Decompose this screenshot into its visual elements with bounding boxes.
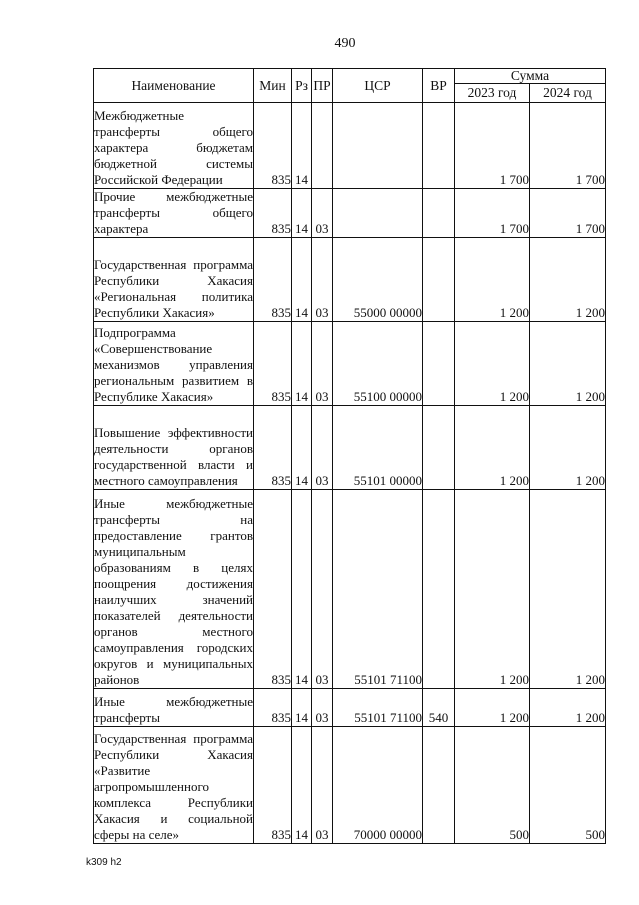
row-pr	[312, 103, 333, 189]
table-row	[94, 103, 606, 189]
row-name: Подпрограмма «Совершенствование механизмов управления региональным развитием в Республике Хакасия»	[94, 322, 254, 406]
row-csr: 55101 71100	[333, 490, 423, 689]
row-sum-2023: 1 700	[455, 103, 530, 189]
row-min: 835	[254, 189, 292, 238]
row-sum-2023: 1 200	[455, 689, 530, 727]
row-min: 835	[254, 406, 292, 490]
header-name: Наименование	[94, 69, 254, 103]
row-sum-2024: 1 200	[530, 406, 606, 490]
row-rz: 14	[292, 238, 312, 322]
row-rz: 14	[292, 189, 312, 238]
row-sum-2023: 1 200	[455, 490, 530, 689]
row-pr: 03	[312, 689, 333, 727]
table-row	[94, 189, 606, 238]
row-pr: 03	[312, 189, 333, 238]
footer-code: k309 h2	[86, 857, 122, 868]
row-vr	[423, 490, 455, 689]
row-min: 835	[254, 103, 292, 189]
table-row	[94, 727, 606, 844]
row-rz: 14	[292, 322, 312, 406]
row-rz: 14	[292, 490, 312, 689]
row-rz: 14	[292, 689, 312, 727]
row-pr: 03	[312, 406, 333, 490]
page-number: 490	[334, 36, 356, 51]
row-pr: 03	[312, 490, 333, 689]
row-sum-2024: 1 200	[530, 322, 606, 406]
row-name: Межбюджетные трансферты общего характера бюджетам бюджетной системы Российской Федерации	[94, 103, 254, 189]
budget-table	[93, 68, 606, 844]
row-pr: 03	[312, 322, 333, 406]
row-name: Прочие межбюджетные трансферты общего характера	[94, 189, 253, 236]
row-rz: 14	[292, 727, 312, 844]
row-sum-2024: 1 700	[530, 189, 606, 238]
row-vr	[423, 238, 455, 322]
row-vr	[423, 103, 455, 189]
row-csr	[333, 189, 423, 238]
table-row	[94, 490, 606, 689]
row-vr	[423, 406, 455, 490]
row-sum-2024: 1 200	[530, 490, 606, 689]
row-sum-2024: 1 200	[530, 238, 606, 322]
row-sum-2023: 1 700	[455, 189, 530, 238]
header-rz: Рз	[292, 69, 312, 103]
row-vr: 540	[423, 689, 455, 727]
row-min: 835	[254, 238, 292, 322]
header-year-2024: 2024 год	[530, 84, 606, 103]
row-csr: 55000 00000	[333, 238, 423, 322]
table-row	[94, 238, 606, 322]
header-csr: ЦСР	[333, 69, 423, 103]
row-csr: 55101 71100	[333, 689, 423, 727]
row-csr: 55101 00000	[333, 406, 423, 490]
row-csr: 55100 00000	[333, 322, 423, 406]
header-min: Мин	[254, 69, 292, 103]
header-sum: Сумма	[455, 69, 606, 84]
row-sum-2023: 1 200	[455, 406, 530, 490]
table-row	[94, 406, 606, 490]
row-rz: 14	[292, 103, 312, 189]
row-pr: 03	[312, 238, 333, 322]
row-vr	[423, 727, 455, 844]
header-pr: ПР	[312, 69, 333, 103]
row-min: 835	[254, 322, 292, 406]
row-name: Иные межбюджетные трансферты на предоставление грантов муниципальным образованиям в целях поощрения достижения наилучших значений показателей деятельности органов местного самоуправления городских округов и муниципальных районов	[94, 490, 254, 689]
row-vr	[423, 189, 455, 238]
row-sum-2023: 500	[455, 727, 530, 844]
row-sum-2023: 1 200	[455, 238, 530, 322]
row-csr	[333, 103, 423, 189]
row-csr: 70000 00000	[333, 727, 423, 844]
row-rz: 14	[292, 406, 312, 490]
row-sum-2023: 1 200	[455, 322, 530, 406]
row-vr	[423, 322, 455, 406]
table-row	[94, 322, 606, 406]
row-sum-2024: 500	[530, 727, 606, 844]
row-min: 835	[254, 727, 292, 844]
row-name: Государственная программа Республики Хакасия «Развитие агропромышленного комплекса Республики Хакасия и социальной сферы на селе»	[94, 727, 254, 844]
table-row	[94, 689, 606, 727]
row-sum-2024: 1 200	[530, 689, 606, 727]
row-min: 835	[254, 689, 292, 727]
row-name: Иные межбюджетные трансферты	[94, 689, 254, 727]
row-min: 835	[254, 490, 292, 689]
row-name: Повышение эффективности деятельности органов государственной власти и местного самоуправления	[94, 406, 254, 490]
header-vr: ВР	[423, 69, 455, 103]
row-sum-2024: 1 700	[530, 103, 606, 189]
header-year-2023: 2023 год	[455, 84, 530, 103]
row-name: Государственная программа Республики Хакасия «Региональная политика Республики Хакасия»	[94, 238, 254, 322]
row-pr: 03	[312, 727, 333, 844]
